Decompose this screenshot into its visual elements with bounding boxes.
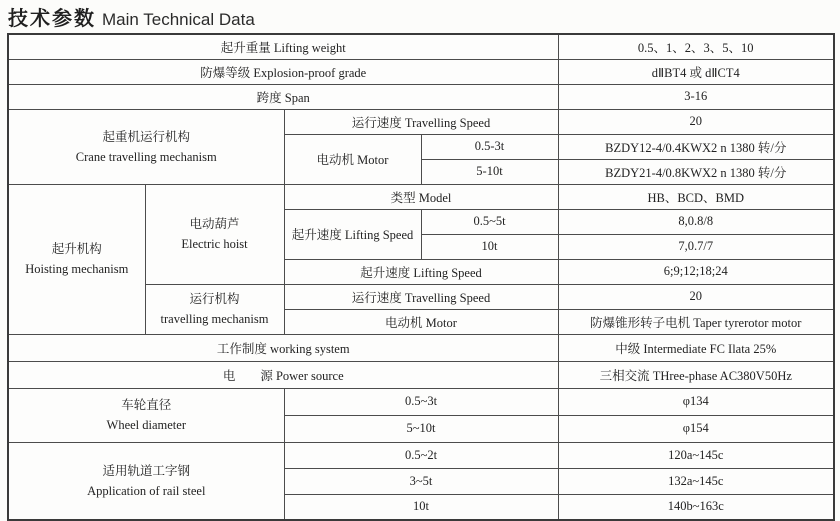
crane-motor-range-1: 0.5-3t	[421, 134, 558, 159]
rail-steel-header	[8, 442, 284, 520]
hoist-speed-value-1: 8,0.8/8	[558, 209, 834, 234]
hoisting-header	[8, 184, 145, 334]
row-wheel-diameter-1	[8, 388, 834, 415]
wheel-diameter-header	[8, 388, 284, 442]
row-rail-steel-1	[8, 442, 834, 468]
electric-hoist-title-zh: 电动葫芦	[189, 217, 240, 231]
wheel-diameter-title-zh: 车轮直径	[121, 398, 172, 412]
hoisting-title-zh: 起升机构	[51, 242, 102, 256]
rail-steel-range-2: 3~5t	[284, 468, 558, 494]
hoist-travel-speed-value: 20	[558, 284, 834, 309]
technical-data-table	[7, 33, 835, 521]
page-title	[8, 2, 255, 31]
rail-steel-title-en: Application of rail steel	[87, 483, 206, 498]
hoist-travel-title-zh: 运行机构	[189, 292, 240, 306]
hoist-speed-range-1: 0.5~5t	[421, 209, 558, 234]
electric-hoist-header	[145, 184, 284, 284]
span-value: 3-16	[558, 84, 834, 109]
row-explosion-grade	[8, 59, 834, 84]
working-system-value: 中级 Intermediate FC Ilata 25%	[558, 334, 834, 361]
row-power-source	[8, 361, 834, 388]
row-working-system	[8, 334, 834, 361]
hoist-travel-title-en: travelling mechanism	[160, 312, 269, 326]
crane-travel-speed-label: 运行速度 Travelling Speed	[284, 109, 558, 134]
crane-travel-title-zh: 起重机运行机构	[102, 129, 190, 144]
hoist-model-label: 类型 Model	[284, 184, 558, 209]
power-source-label: 电 源 Power source	[8, 361, 558, 388]
wheel-diameter-title-en: Wheel diameter	[106, 418, 186, 432]
rail-steel-range-1: 0.5~2t	[284, 442, 558, 468]
hoist-model-value: HB、BCD、BMD	[558, 184, 834, 209]
page-title-chinese: 技术参数	[8, 8, 96, 30]
crane-motor-value-1: BZDY12-4/0.4KWX2 n 1380 转/分	[558, 134, 834, 159]
rail-steel-value-1: 120a~145c	[558, 442, 834, 468]
row-lifting-weight	[8, 34, 834, 59]
crane-motor-value-2: BZDY21-4/0.8KWX2 n 1380 转/分	[558, 159, 834, 184]
hoist-lifting-speed-label: 起升速度 Lifting Speed	[284, 209, 421, 259]
hoist-travel-motor-value: 防爆锥形转子电机 Taper tyrerotor motor	[558, 309, 834, 334]
wheel-diameter-range-1: 0.5~3t	[284, 388, 558, 415]
rail-steel-value-2: 132a~145c	[558, 468, 834, 494]
rail-steel-value-3: 140b~163c	[558, 494, 834, 520]
hoist-speed-value-2: 7,0.7/7	[558, 234, 834, 259]
crane-motor-range-2: 5-10t	[421, 159, 558, 184]
hoist-travel-speed-label: 运行速度 Travelling Speed	[284, 284, 558, 309]
power-source-value: 三相交流 THree-phase AC380V50Hz	[558, 361, 834, 388]
wheel-diameter-value-2: φ154	[558, 415, 834, 442]
explosion-grade-value: dⅡBT4 或 dⅡCT4	[558, 59, 834, 84]
hoist-travel-header	[145, 284, 284, 334]
crane-motor-label: 电动机 Motor	[284, 134, 421, 184]
working-system-label: 工作制度 working system	[8, 334, 558, 361]
crane-travel-speed-value: 20	[558, 109, 834, 134]
hoist-lifting-speed2-value: 6;9;12;18;24	[558, 259, 834, 284]
rail-steel-title-zh: 适用轨道工字钢	[102, 463, 190, 478]
span-label: 跨度 Span	[8, 84, 558, 109]
explosion-grade-label: 防爆等级 Explosion-proof grade	[8, 59, 558, 84]
row-span	[8, 84, 834, 109]
row-hoist-model	[8, 184, 834, 209]
rail-steel-range-3: 10t	[284, 494, 558, 520]
hoist-lifting-speed2-label: 起升速度 Lifting Speed	[284, 259, 558, 284]
page-title-english: Main Technical Data	[102, 10, 255, 29]
crane-travel-title-en: Crane travelling mechanism	[75, 149, 217, 164]
hoist-speed-range-2: 10t	[421, 234, 558, 259]
wheel-diameter-value-1: φ134	[558, 388, 834, 415]
crane-travel-header	[8, 109, 284, 184]
lifting-weight-label: 起升重量 Lifting weight	[8, 34, 558, 59]
electric-hoist-title-en: Electric hoist	[181, 237, 248, 251]
lifting-weight-value: 0.5、1、2、3、5、10	[558, 34, 834, 59]
wheel-diameter-range-2: 5~10t	[284, 415, 558, 442]
hoisting-title-en: Hoisting mechanism	[25, 262, 129, 276]
hoist-travel-motor-label: 电动机 Motor	[284, 309, 558, 334]
row-crane-travel-speed	[8, 109, 834, 134]
